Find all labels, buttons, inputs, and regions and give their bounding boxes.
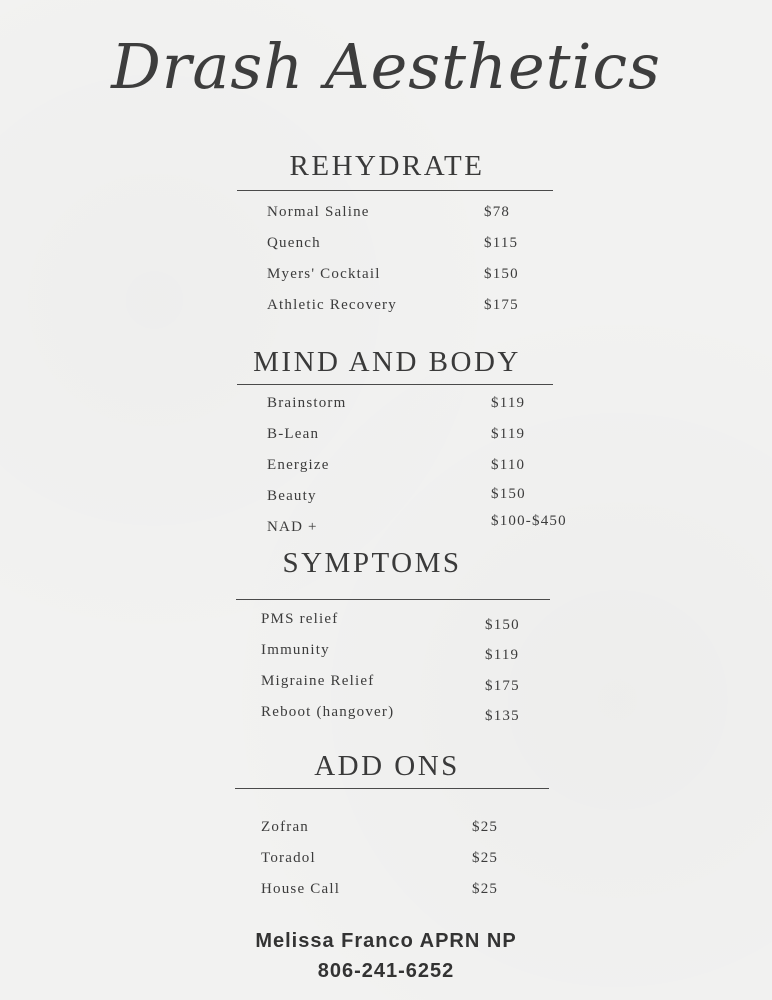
menu-item-name: Myers' Cocktail [267,266,381,282]
section-title-mind-and-body: MIND AND BODY [253,346,521,378]
section-title-add-ons: ADD ONS [314,750,460,782]
menu-item-price: $25 [472,881,499,897]
menu-item-name: Quench [267,235,321,251]
menu-item-price: $110 [491,457,526,473]
section-title-symptoms: SYMPTOMS [282,547,462,579]
menu-item-price: $150 [491,486,526,502]
menu-item-price: $119 [491,426,526,442]
menu-item-name: B-Lean [267,426,320,442]
menu-item-name: Beauty [267,488,317,504]
section-title-rehydrate: REHYDRATE [289,150,485,182]
menu-item-price: $100-$450 [491,513,567,529]
menu-item-price: $25 [472,850,499,866]
menu-item-name: House Call [261,881,341,897]
menu-item-name: Normal Saline [267,204,370,220]
menu-item-price: $175 [484,297,519,313]
menu-item-name: NAD + [267,519,318,535]
menu-item-name: Toradol [261,850,316,866]
menu-item-price: $150 [485,617,520,633]
menu-item-price: $135 [485,708,520,724]
menu-item-price: $25 [472,819,499,835]
section-divider [237,190,553,191]
provider-phone: 806-241-6252 [317,960,455,982]
menu-item-name: Brainstorm [267,395,347,411]
menu-item-name: Zofran [261,819,310,835]
menu-item-price: $78 [484,204,511,220]
menu-item-name: Athletic Recovery [267,297,397,313]
menu-item-name: PMS relief [261,611,339,627]
menu-item-name: Migraine Relief [261,673,375,689]
provider-name: Melissa Franco APRN NP [255,930,517,952]
section-divider [236,599,550,600]
menu-item-price: $119 [491,395,526,411]
section-divider [235,788,549,789]
section-divider [237,384,553,385]
menu-item-name: Reboot (hangover) [261,704,395,720]
menu-item-name: Immunity [261,642,330,658]
menu-item-price: $150 [484,266,519,282]
menu-item-price: $115 [484,235,519,251]
menu-item-price: $175 [485,678,520,694]
menu-item-price: $119 [485,647,520,663]
menu-item-name: Energize [267,457,330,473]
brand-title: Drash Aesthetics [111,30,661,103]
